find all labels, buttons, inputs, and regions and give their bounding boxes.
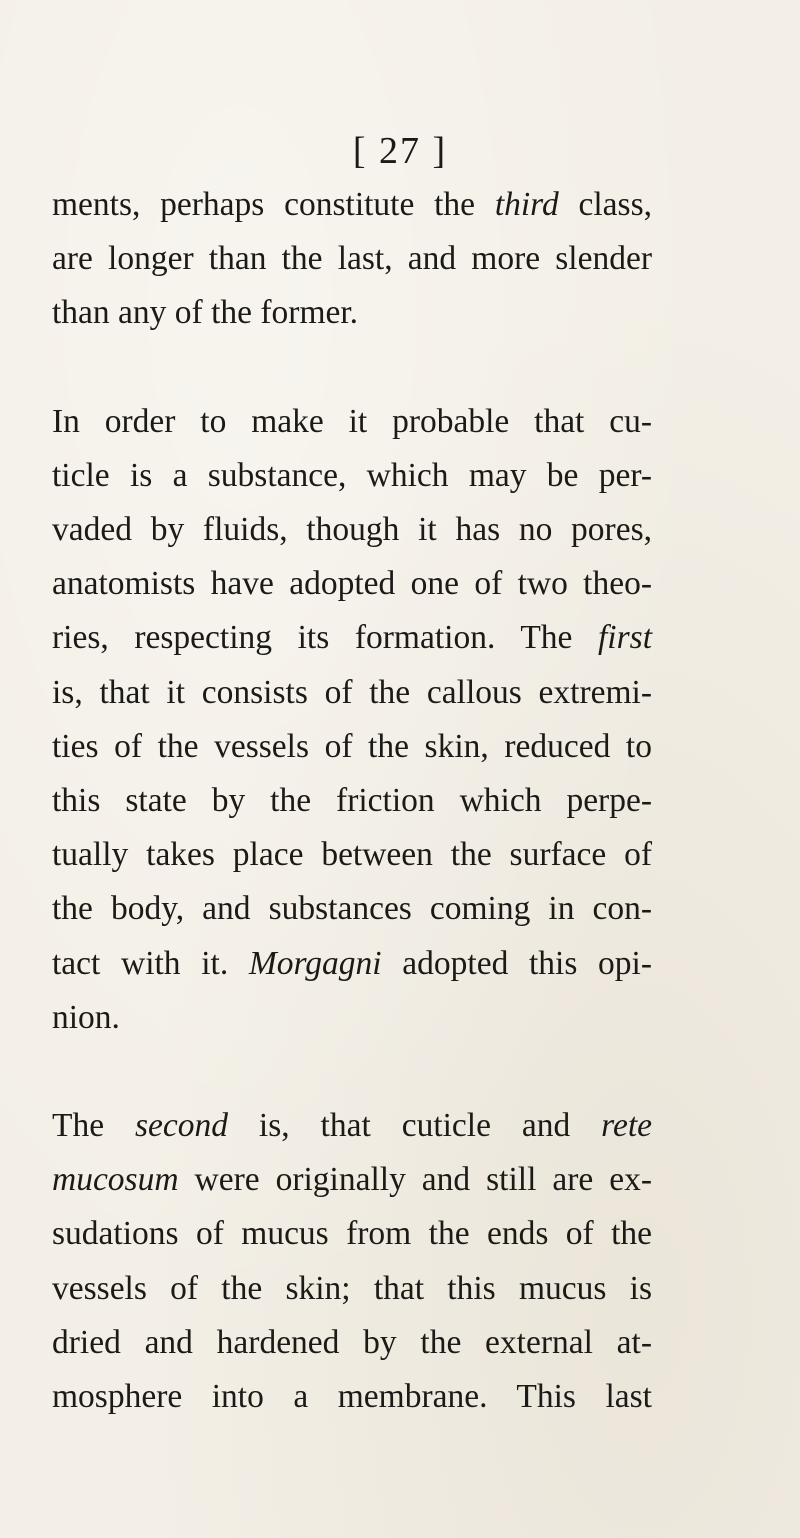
text-line: dried and hardened by the external at- [52,1323,652,1361]
text-line: the body, and substances coming in con- [52,890,652,928]
text-line: anatomists have adopted one of two theo- [52,565,652,603]
italic-term-third: third [494,186,559,223]
italic-term-rete: rete [601,1107,652,1145]
text-line: ties of the vessels of the skin, reduced to [52,727,652,765]
text-line: mosphere into a membrane. This last [52,1378,652,1416]
italic-term-second: second [135,1107,229,1145]
text-line: ments, perhaps constitute the third class, [52,186,652,223]
text-line: is, that it consists of the callous extremi- [52,673,652,711]
text-line: ries, respecting its formation. The first [52,619,652,657]
text-line: In order to make it probable that cu- [52,402,652,440]
paragraph-1 [52,178,652,341]
text-line: are longer than the last, and more slender [52,240,652,278]
text-line: tact with it. Morgagni adopted this opi- [52,944,652,982]
text-line: nion. [52,998,120,1036]
italic-term-mucosum: mucosum [52,1161,179,1199]
text-line: tually takes place between the surface of [52,836,652,874]
body-text [52,178,652,1424]
text-line: The second is, that cuticle and rete [52,1107,652,1145]
paragraph-3 [52,1099,652,1424]
italic-term-first: first [598,619,652,657]
text-line: ticle is a substance, which may be per- [52,456,652,494]
text-line: vessels of the skin; that this mucus is [52,1269,652,1307]
text-line: this state by the friction which perpe- [52,782,652,820]
text-line: vaded by fluids, though it has no pores, [52,511,652,549]
paragraph-2 [52,395,652,1045]
text-line: than any of the former. [52,294,359,332]
page-number-header: [ 27 ] [352,130,448,172]
text-line: mucosum were originally and still are ex- [52,1161,652,1199]
italic-name-morgagni: Morgagni [248,944,382,982]
text-line: sudations of mucus from the ends of the [52,1215,652,1253]
